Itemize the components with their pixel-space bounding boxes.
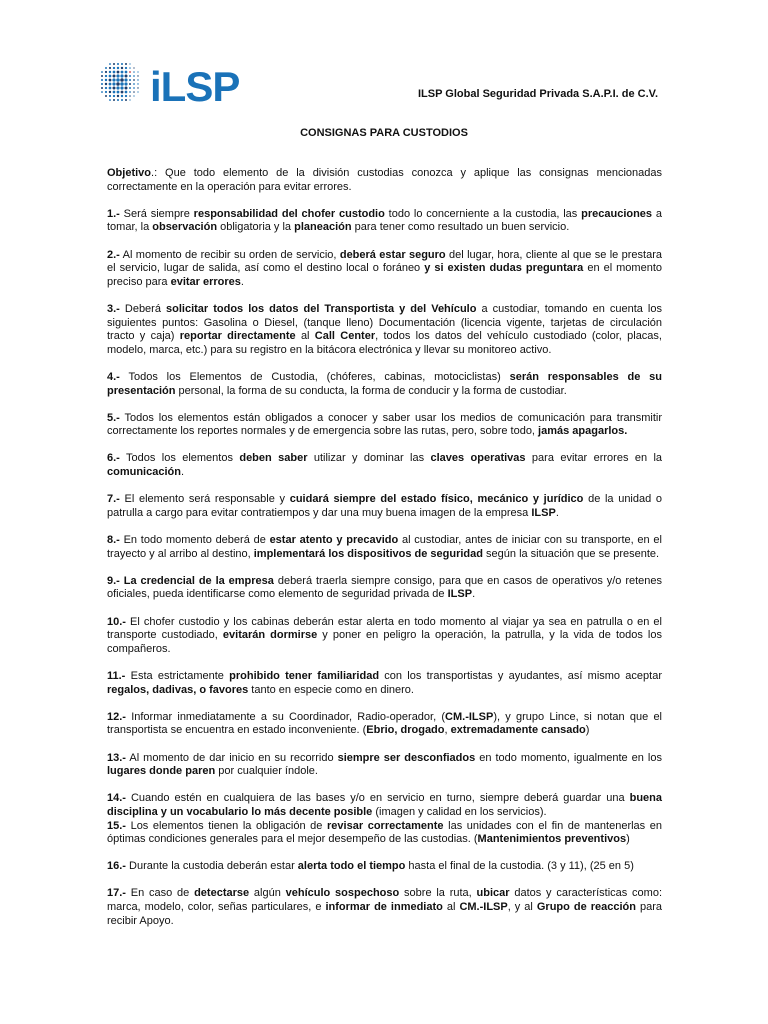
- rule-text: de la unidad o patrulla a cargo para evitar contratiempos y dar una muy buena imagen de la empresa: [107, 493, 663, 519]
- rule-text: del lugar, hora, cliente al que se le prestara el servicio, lugar de salida, así como el destino local o foráneo: [107, 248, 663, 275]
- rule-text: al: [442, 901, 460, 914]
- rule-emphasis: 12.-: [107, 710, 126, 723]
- rule-emphasis: revisar correctamente: [327, 819, 444, 832]
- rule-r16: [107, 860, 662, 874]
- rule-text: Informar inmediatamente a su Coordinador, Radio-operador, (: [125, 710, 446, 723]
- rule-emphasis: deberá estar seguro: [339, 248, 446, 261]
- rule-emphasis: 17.-: [107, 887, 126, 900]
- rule-text: En todo momento deberá de: [119, 534, 270, 547]
- rule-emphasis: buena disciplina y un vocabulario lo más decente posible: [107, 792, 662, 818]
- objective-paragraph: [107, 167, 662, 194]
- rule-text: sobre la ruta,: [399, 887, 477, 900]
- rule-emphasis: Mantenimientos preventivos: [477, 833, 627, 846]
- rule-text: tanto en especie como en dinero.: [248, 683, 414, 696]
- rule-emphasis: Ebrio, drogado: [366, 724, 445, 737]
- rule-emphasis: extremadamente cansado: [450, 724, 586, 737]
- rule-text: .: [240, 275, 244, 288]
- rule-text: todo lo concerniente a la custodia, las: [384, 207, 582, 220]
- rules-list: [107, 208, 662, 928]
- rule-r9: [107, 575, 662, 602]
- rule-emphasis: evitarán dormirse: [222, 629, 318, 642]
- rule-r8: [107, 534, 662, 561]
- rule-emphasis: detectarse: [194, 887, 250, 900]
- rule-text: las unidades con el fin de mantenerlas en óptimas condiciones generales para el mejor desempeño de las custodias. (: [107, 819, 663, 846]
- ilsp-logo: [92, 54, 242, 114]
- rule-emphasis: 13.-: [107, 751, 126, 764]
- rule-emphasis: cuidará siempre del estado físico, mecánico y jurídico: [289, 493, 584, 506]
- objective-label: Objetivo: [107, 167, 152, 179]
- rule-text: para evitar errores en la: [525, 452, 663, 465]
- rule-r2: [107, 249, 662, 290]
- rule-text: Al momento de dar inicio en su recorrido: [125, 751, 338, 764]
- rule-text: para tener como resultado un buen servicio.: [351, 221, 570, 234]
- rule-text: ): [585, 724, 590, 737]
- rule-emphasis: 7.-: [107, 493, 120, 506]
- rule-emphasis: deben saber: [239, 452, 308, 465]
- rule-emphasis: jamás apagarlos.: [538, 425, 628, 438]
- rule-text: En caso de: [125, 887, 195, 900]
- rule-emphasis: estar atento y precavido: [269, 534, 399, 547]
- rule-text: .: [180, 466, 185, 479]
- document-body: [107, 167, 662, 942]
- rule-text: obligatoria y la: [217, 221, 295, 234]
- rule-text: ): [626, 833, 630, 846]
- rule-emphasis: alerta todo el tiempo: [297, 860, 406, 873]
- logo-text: iLSP: [150, 63, 240, 110]
- rule-text: .: [555, 506, 559, 519]
- rule-emphasis: prohibido tener familiaridad: [229, 669, 380, 682]
- rule-emphasis: ILSP: [447, 588, 473, 601]
- rule-emphasis: La credencial de la empresa: [123, 574, 274, 587]
- rule-emphasis: 3.-: [107, 302, 120, 315]
- objective-separator: .:: [151, 167, 158, 179]
- rule-emphasis: Grupo de reacción: [536, 901, 636, 914]
- rule-r5: [107, 412, 662, 439]
- globe-logo-icon: [101, 63, 139, 101]
- rule-emphasis: informar de inmediato: [325, 901, 443, 914]
- rule-emphasis: ILSP: [531, 506, 556, 519]
- rule-emphasis: 16.-: [107, 860, 126, 873]
- rule-text: para recibir Apoyo.: [107, 901, 662, 927]
- rule-text: según la situación que se presente.: [482, 547, 660, 560]
- rule-r6: [107, 452, 662, 479]
- rule-emphasis: solicitar todos los datos del Transportista y del Vehículo: [166, 302, 477, 315]
- rule-text: deberá traerla siempre consigo, para que en casos de operativos y/o retenes oficiales, pueda identificarse como elemento de seguridad privada de: [107, 574, 663, 601]
- rule-text: y poner en peligro la operación, la patrulla, y la vida de todos los compañeros.: [107, 629, 662, 655]
- rule-r15: [107, 820, 662, 847]
- rule-r11: [107, 670, 662, 697]
- rule-r10: [107, 616, 662, 657]
- rule-emphasis: vehículo sospechoso: [285, 887, 400, 900]
- rule-text: ), y grupo Lince, si notan que el transportista se encuentra en estado inconveniente. (: [107, 710, 663, 737]
- rule-text: Deberá: [119, 302, 166, 315]
- rule-text: con los transportistas y ayudantes, así mismo aceptar: [379, 669, 662, 682]
- rule-text: utilizar y dominar las: [307, 452, 431, 465]
- rule-text: datos y características como: marca, modelo, color, señas particulares, e: [107, 887, 662, 914]
- rule-emphasis: planeación: [294, 221, 352, 234]
- rule-text: El chofer custodio y los cabinas deberán estar alerta en todo momento al viajar ya sea en patrulla o en el transporte custodiado,: [107, 615, 662, 642]
- rule-emphasis: 9.-: [107, 574, 120, 587]
- rule-emphasis: 14.-: [107, 792, 126, 805]
- rule-r17: [107, 887, 662, 928]
- rule-text: por cualquier índole.: [215, 765, 318, 778]
- rule-r7: [107, 493, 662, 520]
- rule-text: Cuando estén en cualquiera de las bases y/o en servicio en turno, siempre deberá guardar una: [125, 792, 630, 805]
- rule-text: ,: [444, 724, 451, 737]
- rule-text: Durante la custodia deberán estar: [125, 860, 298, 873]
- rule-r12: [107, 711, 662, 738]
- rule-r13: [107, 752, 662, 779]
- rule-text: Esta estrictamente: [125, 669, 230, 682]
- rule-emphasis: CM.-ILSP: [459, 901, 508, 914]
- rule-emphasis: precauciones: [581, 207, 653, 220]
- rule-emphasis: implementará los dispositivos de seguridad: [253, 547, 483, 560]
- rule-emphasis: claves operativas: [430, 452, 526, 465]
- rule-text: El elemento será responsable y: [119, 493, 290, 506]
- rule-emphasis: 1.-: [107, 207, 120, 220]
- rule-emphasis: 5.-: [107, 411, 120, 424]
- rule-emphasis: y si existen dudas preguntara: [424, 262, 584, 275]
- rule-emphasis: 2.-: [107, 248, 120, 261]
- rule-emphasis: 10.-: [107, 615, 126, 628]
- rule-emphasis: ubicar: [476, 887, 510, 900]
- rule-emphasis: 15.-: [107, 819, 126, 832]
- rule-emphasis: CM.-ILSP: [445, 710, 494, 723]
- rule-text: Todos los Elementos de Custodia, (chóferes, cabinas, motociclistas): [119, 370, 510, 383]
- rule-emphasis: regalos, dadivas, o favores: [107, 683, 249, 696]
- rule-emphasis: 11.-: [107, 669, 126, 682]
- rule-emphasis: siempre ser desconfiados: [337, 751, 476, 764]
- rule-text: Al momento de recibir su orden de servicio,: [119, 248, 340, 261]
- rule-emphasis: Call Center: [314, 330, 376, 343]
- rule-text: personal, la forma de su conducta, la forma de conducir y la forma de custodiar.: [175, 384, 567, 397]
- rule-text: , y al: [507, 901, 537, 914]
- rule-emphasis: serán responsables de su presentación: [107, 370, 662, 397]
- rule-r4: [107, 371, 662, 398]
- objective-text: Que todo elemento de la división custodias conozca y aplique las consignas mencionadas correctamente en la operación para evitar errores.: [107, 167, 662, 193]
- rule-text: Los elementos tienen la obligación de: [125, 819, 328, 832]
- company-name: ILSP Global Seguridad Privada S.A.P.I. de C.V.: [418, 88, 659, 100]
- rule-r14: [107, 792, 662, 819]
- rule-emphasis: evitar errores: [170, 275, 241, 288]
- rule-text: (imagen y calidad en los servicios).: [372, 805, 547, 818]
- rule-text: , todos los datos del vehículo custodiado (color, placas, modelo, marca, etc.) para su registro en la bitácora electrónica y llevar su monitoreo activo.: [107, 330, 662, 356]
- rule-text: .: [472, 588, 476, 601]
- document-title: CONSIGNAS PARA CUSTODIOS: [300, 127, 468, 139]
- rule-text: al: [295, 330, 315, 343]
- rule-text: algún: [249, 887, 286, 900]
- rule-emphasis: 4.-: [107, 370, 120, 383]
- rule-emphasis: 6.-: [107, 452, 120, 465]
- rule-text: Todos los elementos están obligados a conocer y saber usar los medios de comunicación para transmitir correctamente los reportes normales y de emergencia sobre las rutas, pero, sobre todo,: [107, 411, 662, 438]
- rule-r3: [107, 303, 662, 357]
- rule-r1: [107, 208, 662, 235]
- rule-emphasis: reportar directamente: [179, 330, 296, 343]
- rule-emphasis: 8.-: [107, 534, 120, 547]
- rule-text: hasta el final de la custodia. (3 y 11), (25 en 5): [405, 860, 634, 873]
- rule-text: a tomar, la: [107, 207, 662, 234]
- rule-text: al custodiar, antes de iniciar con su transporte, en el trayecto y al arribo al destino,: [107, 534, 662, 560]
- rule-text: a custodiar, tomando en cuenta los siguientes puntos: Gasolina o Diesel, (tanque lleno) Documentación (licencia vigente, tarjetas de circulación tracto y caja): [107, 302, 662, 343]
- rule-text: en el momento preciso para: [107, 262, 662, 288]
- rule-emphasis: comunicación: [107, 466, 181, 479]
- rule-text: Todos los elementos: [119, 452, 240, 465]
- rule-text: Será siempre: [119, 207, 194, 220]
- rule-text: en todo momento, igualmente en los: [475, 751, 662, 764]
- rule-emphasis: lugares donde paren: [107, 765, 216, 778]
- rule-emphasis: responsabilidad del chofer custodio: [193, 207, 385, 220]
- rule-emphasis: observación: [152, 221, 218, 234]
